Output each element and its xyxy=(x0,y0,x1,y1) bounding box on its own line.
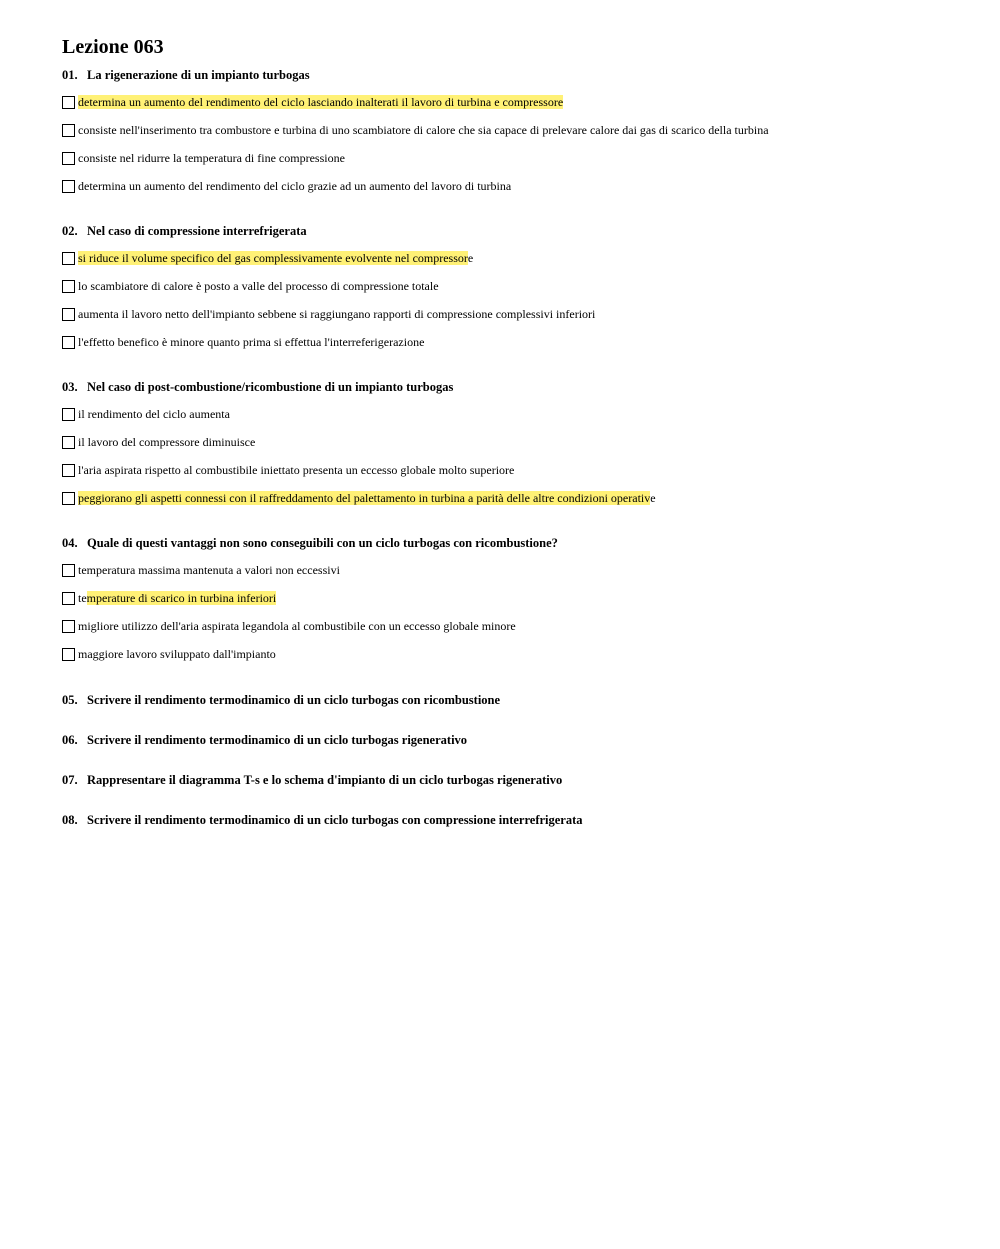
answer-label xyxy=(78,307,595,322)
answer-label xyxy=(78,491,656,506)
question-text: Scrivere il rendimento termodinamico di un ciclo turbogas con ricombustione xyxy=(87,693,501,707)
question-number: 08. xyxy=(62,813,78,827)
question-text: La rigenerazione di un impianto turbogas xyxy=(87,68,310,82)
answer-text-tail: e xyxy=(467,250,474,265)
question-heading xyxy=(62,66,962,84)
question-1 xyxy=(62,66,962,200)
question-number: 01. xyxy=(62,68,78,82)
answer-list xyxy=(62,244,962,356)
question-text: Scrivere il rendimento termodinamico di un ciclo turbogas rigenerativo xyxy=(87,733,468,747)
answer-checkbox[interactable] xyxy=(62,620,75,633)
answer-checkbox[interactable] xyxy=(62,252,75,265)
question-number: 04. xyxy=(62,536,78,550)
answer-option[interactable] xyxy=(62,116,962,144)
question-heading xyxy=(62,691,962,709)
answer-checkbox[interactable] xyxy=(62,124,75,137)
answer-checkbox[interactable] xyxy=(62,96,75,109)
answer-text: consiste nell'inserimento tra combustore e turbina di uno scambiatore di calore che sia capace di prelevare calore dai gas di scarico della turbina xyxy=(78,122,769,137)
question-text: Scrivere il rendimento termodinamico di un ciclo turbogas con compressione interrefrigerata xyxy=(87,813,583,827)
question-2 xyxy=(62,222,962,356)
answer-label xyxy=(78,647,276,662)
answer-label xyxy=(78,251,473,266)
question-4 xyxy=(62,534,962,668)
answer-checkbox[interactable] xyxy=(62,436,75,449)
answer-checkbox[interactable] xyxy=(62,648,75,661)
answer-option[interactable] xyxy=(62,584,962,612)
answer-text: maggiore lavoro sviluppato dall'impianto xyxy=(78,646,276,661)
answer-text: temperatura massima mantenuta a valori non eccessivi xyxy=(78,562,340,577)
answer-option[interactable] xyxy=(62,612,962,640)
answer-list xyxy=(62,88,962,200)
answer-checkbox[interactable] xyxy=(62,180,75,193)
answer-label xyxy=(78,95,563,110)
answer-option[interactable] xyxy=(62,88,962,116)
answer-checkbox[interactable] xyxy=(62,492,75,505)
answer-option[interactable] xyxy=(62,172,962,200)
answer-checkbox[interactable] xyxy=(62,280,75,293)
answer-option[interactable] xyxy=(62,556,962,584)
answer-option[interactable] xyxy=(62,428,962,456)
answer-option[interactable] xyxy=(62,272,962,300)
answer-option[interactable] xyxy=(62,484,962,512)
question-3 xyxy=(62,378,962,512)
answer-label xyxy=(78,335,424,350)
question-heading xyxy=(62,811,962,829)
answer-option[interactable] xyxy=(62,300,962,328)
answer-checkbox[interactable] xyxy=(62,336,75,349)
answer-label xyxy=(78,179,511,194)
question-heading xyxy=(62,731,962,749)
answer-text: il rendimento del ciclo aumenta xyxy=(78,406,230,421)
open-question-8 xyxy=(62,811,962,829)
question-heading xyxy=(62,378,962,396)
question-number: 02. xyxy=(62,224,78,238)
answer-text: il lavoro del compressore diminuisce xyxy=(78,434,256,449)
answer-text-highlighted: peggiorano gli aspetti connessi con il raffreddamento del palettamento in turbina a parità delle altre condizioni operativ xyxy=(78,490,651,505)
lesson-title: Lezione 063 xyxy=(62,36,164,58)
answer-label xyxy=(78,619,516,634)
question-text: Nel caso di compressione interrefrigerata xyxy=(87,224,307,238)
question-heading xyxy=(62,534,962,552)
answer-text: lo scambiatore di calore è posto a valle del processo di compressione totale xyxy=(78,278,439,293)
question-list xyxy=(62,66,962,829)
answer-list xyxy=(62,556,962,668)
answer-option[interactable] xyxy=(62,144,962,172)
answer-label xyxy=(78,151,345,166)
answer-label xyxy=(78,407,230,422)
answer-text: migliore utilizzo dell'aria aspirata legandola al combustibile con un eccesso globale minore xyxy=(78,618,516,633)
open-question-5 xyxy=(62,691,962,709)
answer-text-highlighted: determina un aumento del rendimento del ciclo lasciando inalterati il lavoro di turbina e compressore xyxy=(78,94,564,109)
answer-option[interactable] xyxy=(62,328,962,356)
answer-label xyxy=(78,123,769,138)
answer-text: consiste nel ridurre la temperatura di fine compressione xyxy=(78,150,345,165)
answer-label xyxy=(78,563,340,578)
question-heading xyxy=(62,222,962,240)
answer-checkbox[interactable] xyxy=(62,152,75,165)
answer-label xyxy=(78,279,439,294)
answer-text: determina un aumento del rendimento del ciclo grazie ad un aumento del lavoro di turbina xyxy=(78,178,512,193)
answer-list xyxy=(62,400,962,512)
answer-label xyxy=(78,463,514,478)
answer-label xyxy=(78,591,276,606)
question-number: 06. xyxy=(62,733,78,747)
answer-label xyxy=(78,435,255,450)
answer-text-highlighted: si riduce il volume specifico del gas complessivamente evolvente nel compressor xyxy=(78,250,468,265)
answer-checkbox[interactable] xyxy=(62,408,75,421)
answer-text-tail: e xyxy=(650,490,656,505)
open-question-7 xyxy=(62,771,962,789)
answer-option[interactable] xyxy=(62,456,962,484)
answer-checkbox[interactable] xyxy=(62,564,75,577)
open-question-6 xyxy=(62,731,962,749)
answer-checkbox[interactable] xyxy=(62,592,75,605)
answer-option[interactable] xyxy=(62,640,962,668)
answer-checkbox[interactable] xyxy=(62,308,75,321)
answer-text: l'effetto benefico è minore quanto prima si effettua l'interreferigerazione xyxy=(78,334,425,349)
question-text: Rappresentare il diagramma T-s e lo schema d'impianto di un ciclo turbogas rigenerativo xyxy=(87,773,563,787)
answer-text: l'aria aspirata rispetto al combustibile iniettato presenta un eccesso globale molto superiore xyxy=(78,462,515,477)
document-page xyxy=(62,34,962,829)
answer-text: te xyxy=(78,590,87,605)
question-text: Nel caso di post-combustione/ricombustione di un impianto turbogas xyxy=(87,380,454,394)
answer-checkbox[interactable] xyxy=(62,464,75,477)
question-number: 05. xyxy=(62,693,78,707)
question-heading xyxy=(62,771,962,789)
answer-option[interactable] xyxy=(62,244,962,272)
answer-option[interactable] xyxy=(62,400,962,428)
question-number: 03. xyxy=(62,380,78,394)
answer-text-highlighted: mperature di scarico in turbina inferiori xyxy=(86,590,277,605)
question-text: Quale di questi vantaggi non sono conseguibili con un ciclo turbogas con ricombustione? xyxy=(87,536,558,550)
question-number: 07. xyxy=(62,773,78,787)
answer-text: aumenta il lavoro netto dell'impianto sebbene si raggiungano rapporti di compressione complessivi inferiori xyxy=(78,306,596,321)
